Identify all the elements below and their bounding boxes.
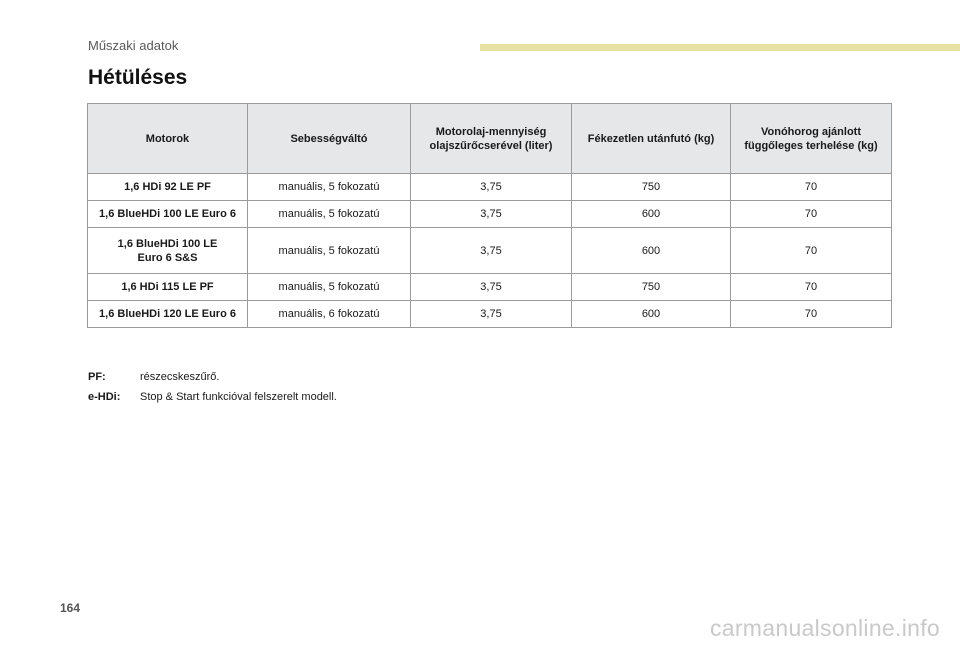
towbar-cell: 70 [731, 274, 892, 301]
trailer-cell: 600 [572, 228, 731, 274]
trailer-cell: 750 [572, 174, 731, 201]
table-header-row [88, 104, 892, 174]
engine-cell: 1,6 BlueHDi 100 LE Euro 6 [88, 201, 248, 228]
trailer-cell: 600 [572, 201, 731, 228]
gearbox-cell: manuális, 6 fokozatú [248, 301, 411, 328]
oil-cell: 3,75 [411, 201, 572, 228]
oil-cell: 3,75 [411, 174, 572, 201]
column-header-oil-capacity: Motorolaj-mennyiség olajszűrőcserével (liter) [411, 104, 572, 174]
table-row [88, 301, 892, 328]
towbar-cell: 70 [731, 228, 892, 274]
table-row [88, 201, 892, 228]
engine-cell: 1,6 HDi 115 LE PF [88, 274, 248, 301]
header-accent-bar [480, 44, 960, 51]
column-header-unbraked-trailer: Fékezetlen utánfutó (kg) [572, 104, 731, 174]
legend-item [88, 391, 337, 411]
page-number: 164 [60, 601, 81, 615]
table-row [88, 174, 892, 201]
towbar-cell: 70 [731, 174, 892, 201]
legend-key: PF: [88, 371, 106, 383]
legend-text: részecskeszűrő. [140, 371, 220, 383]
oil-cell: 3,75 [411, 274, 572, 301]
towbar-cell: 70 [731, 201, 892, 228]
column-header-gearbox: Sebességváltó [248, 104, 411, 174]
table-row [88, 274, 892, 301]
gearbox-cell: manuális, 5 fokozatú [248, 174, 411, 201]
column-header-engines: Motorok [88, 104, 248, 174]
legend-item [88, 371, 337, 391]
legend-key: e-HDi: [88, 391, 121, 403]
specs-table [87, 103, 892, 328]
trailer-cell: 600 [572, 301, 731, 328]
engine-cell [88, 228, 248, 274]
engine-cell: 1,6 HDi 92 LE PF [88, 174, 248, 201]
column-header-towbar-load: Vonóhorog ajánlott függőleges terhelése (kg) [731, 104, 892, 174]
engine-cell: 1,6 BlueHDi 120 LE Euro 6 [88, 301, 248, 328]
towbar-cell: 70 [731, 301, 892, 328]
engine-cell-text: 1,6 BlueHDi 100 LE Euro 6 S&S [117, 237, 218, 264]
page-title: Hétüléses [88, 66, 188, 89]
gearbox-cell: manuális, 5 fokozatú [248, 228, 411, 274]
gearbox-cell: manuális, 5 fokozatú [248, 274, 411, 301]
legend-text: Stop & Start funkcióval felszerelt modell. [140, 391, 337, 403]
watermark: carmanualsonline.info [709, 615, 940, 641]
oil-cell: 3,75 [411, 228, 572, 274]
trailer-cell: 750 [572, 274, 731, 301]
table-row [88, 228, 892, 274]
abbreviation-legend [88, 371, 337, 411]
section-header: Műszaki adatok [88, 38, 179, 53]
oil-cell: 3,75 [411, 301, 572, 328]
gearbox-cell: manuális, 5 fokozatú [248, 201, 411, 228]
